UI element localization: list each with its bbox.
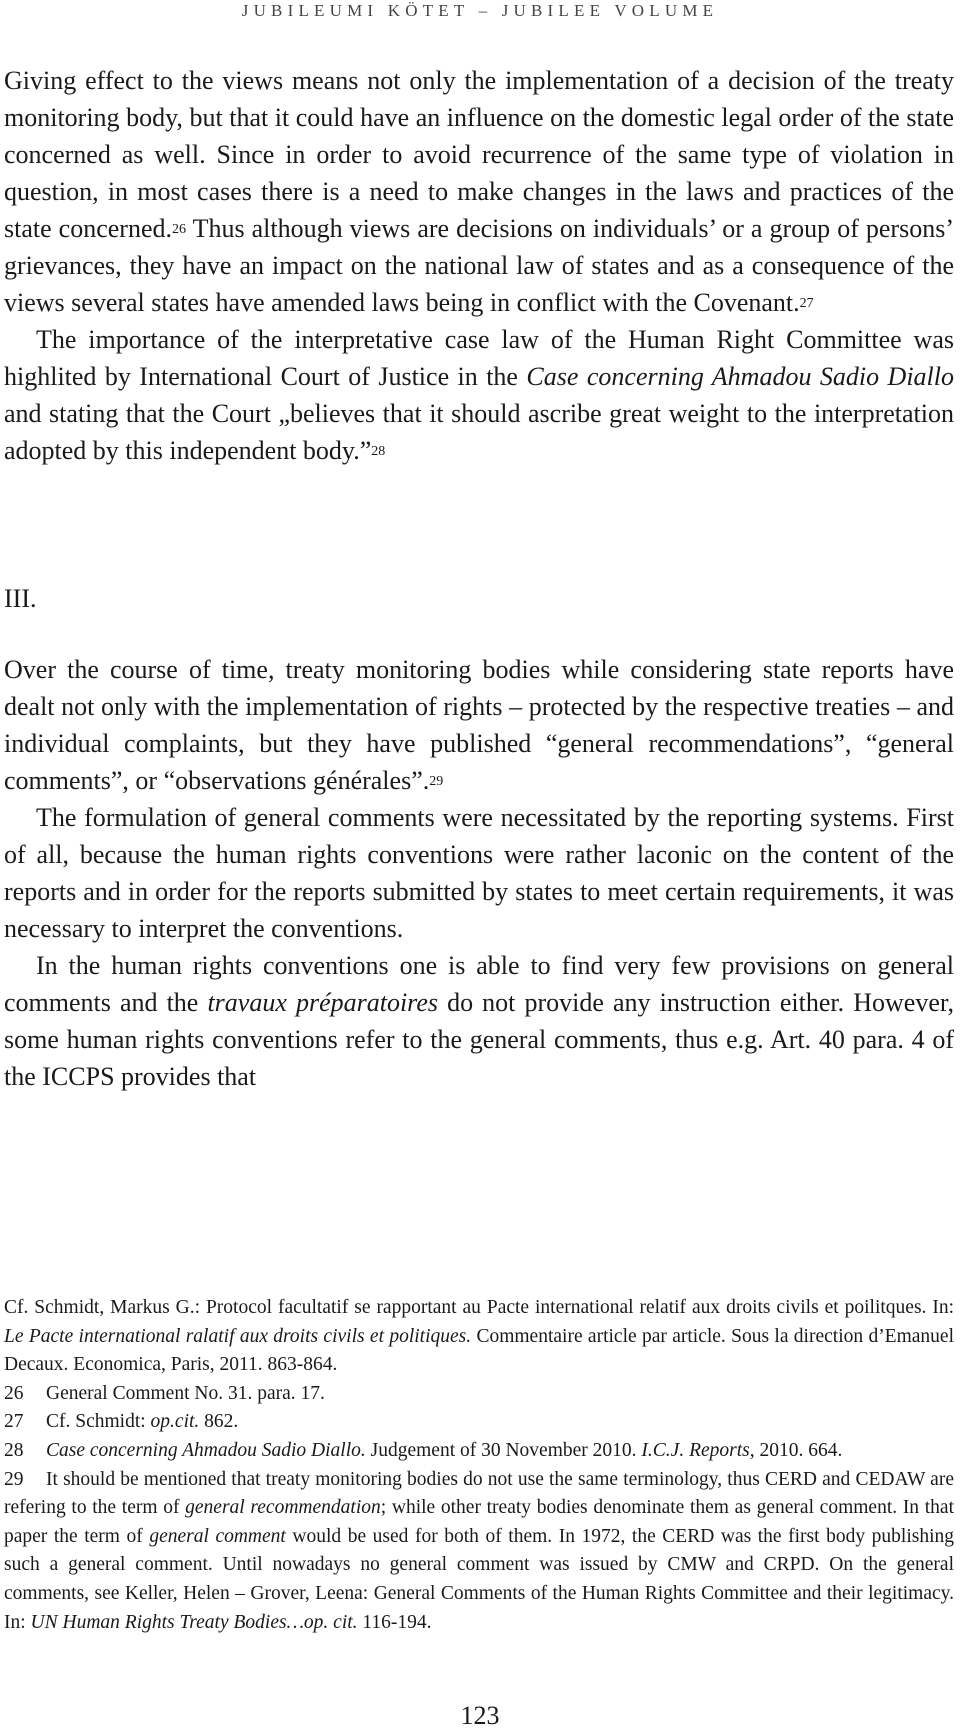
italic-term: travaux préparatoires (207, 988, 438, 1017)
paragraph-text: The formulation of general comments were necessitated by the reporting systems. First of all, because the human rights conventions were rather laconic on the content of the reports and in order for the reports submitted by states to meet certain requirements, it was necessary to interpret the conventions. (4, 803, 954, 943)
footnote-text: Cf. Schmidt, Markus G.: Protocol facultatif se rapportant au Pacte international relatif aux droits civils et poilitques. In: (4, 1297, 954, 1318)
footnote-text: 862. (199, 1411, 239, 1433)
body-text-top (4, 62, 954, 469)
footnote-text: Commentaire article par article. Sous la direction d’Emanuel Decaux. Economica, Paris, 2011. 863-864. (4, 1325, 954, 1376)
footnote-text: would be used for both of them. In 1972, the CERD was the first body publishing such a general comment. Until nowadays no general comment was issued by CMW and CRPD. On the general comments, see Keller, Helen – Grover, Leena: General Comments of the Human Rights Committee and their legitimacy. In: (4, 1525, 954, 1633)
footnote-italic: general recommendation (185, 1497, 381, 1519)
footnote-text: It should be mentioned that treaty monitoring bodies do not use the same terminology, thus CERD and CEDAW are refering to the term of (4, 1468, 954, 1519)
footnote-text: 116-194. (357, 1611, 432, 1633)
footnote-italic: general comment (149, 1525, 286, 1547)
footnote-26 (4, 1380, 954, 1409)
paragraph-text: The importance of the interpretative case law of the Human Right Committee was highlited by International Court of Justice in the (4, 325, 954, 391)
footnote-italic: Le Pacte international ralatif aux droits civils et politiques. (4, 1325, 472, 1347)
section-heading: III. (4, 584, 37, 613)
section-body (4, 651, 954, 1095)
paragraph (4, 321, 954, 469)
footnote-number: 26 (4, 1382, 24, 1404)
footnote-text: Cf. Schmidt: (46, 1411, 151, 1433)
running-header: JUBILEUMI KÖTET – JUBILEE VOLUME (241, 1, 719, 20)
footnote-29 (4, 1466, 954, 1638)
footnote-ref: 27 (799, 296, 814, 311)
paragraph-text: Thus although views are decisions on individuals’ or a group of persons’ grievances, they have an impact on the national law of states and as a consequence of the views several states have amended laws being in conflict with the Covenant. (4, 214, 954, 317)
footnote-italic: I.C.J. Reports (641, 1439, 750, 1461)
paragraph (4, 799, 954, 947)
footnote-text: General Comment No. 31. para. 17. (46, 1382, 325, 1404)
footnote-number: 28 (4, 1439, 24, 1461)
footnote-italic: op.cit. (150, 1411, 200, 1433)
paragraph-text: Over the course of time, treaty monitoring bodies while considering state reports have dealt not only with the implementation of rights – protected by the respective treaties – and individual complaints, but they have published “general recommendations”, “general comments”, or “observations générales”. (4, 655, 954, 795)
paragraph-text: Giving effect to the views means not only the implementation of a decision of the treaty monitoring body, but that it could have an influence on the domestic legal order of the state concerned as well. Since in order to avoid recurrence of the same type of violation in question, in most cases there is a need to make changes in the laws and practices of the state concerned. (4, 66, 954, 243)
footnote-number: 27 (4, 1411, 24, 1433)
case-name: Case concerning Ahmadou Sadio Diallo (526, 362, 954, 391)
footnote-text: , 2010. 664. (749, 1439, 843, 1461)
footnote-ref: 26 (172, 222, 186, 237)
paragraph-text: and stating that the Court „believes that it should ascribe great weight to the interpretation adopted by this independent body.” (4, 399, 954, 465)
footnote-27 (4, 1408, 954, 1437)
footnote-italic: Case concerning Ahmadou Sadio Diallo. (46, 1439, 366, 1461)
paragraph (4, 62, 954, 321)
page-number: 123 (460, 1701, 500, 1730)
footnote-ref: 28 (371, 444, 386, 459)
footnote-continuation (4, 1294, 954, 1380)
paragraph-text: do not provide any instruction either. However, some human rights conventions refer to the general comments, thus e.g. Art. 40 para. 4 of the ICCPS provides that (4, 988, 954, 1091)
paragraph-text: In the human rights conventions one is able to find very few provisions on general comments and the (4, 951, 954, 1017)
footnote-text: Judgement of 30 November 2010. (365, 1439, 642, 1461)
footnote-ref: 29 (429, 774, 444, 789)
paragraph (4, 651, 954, 799)
footnote-number: 29 (4, 1468, 24, 1490)
footnotes (4, 1294, 954, 1637)
footnote-italic: UN Human Rights Treaty Bodies…op. cit. (30, 1611, 358, 1633)
paragraph (4, 947, 954, 1095)
footnote-28 (4, 1437, 954, 1466)
footnote-text: ; while other treaty bodies denominate them as general comment. In that paper the term of (4, 1497, 954, 1547)
